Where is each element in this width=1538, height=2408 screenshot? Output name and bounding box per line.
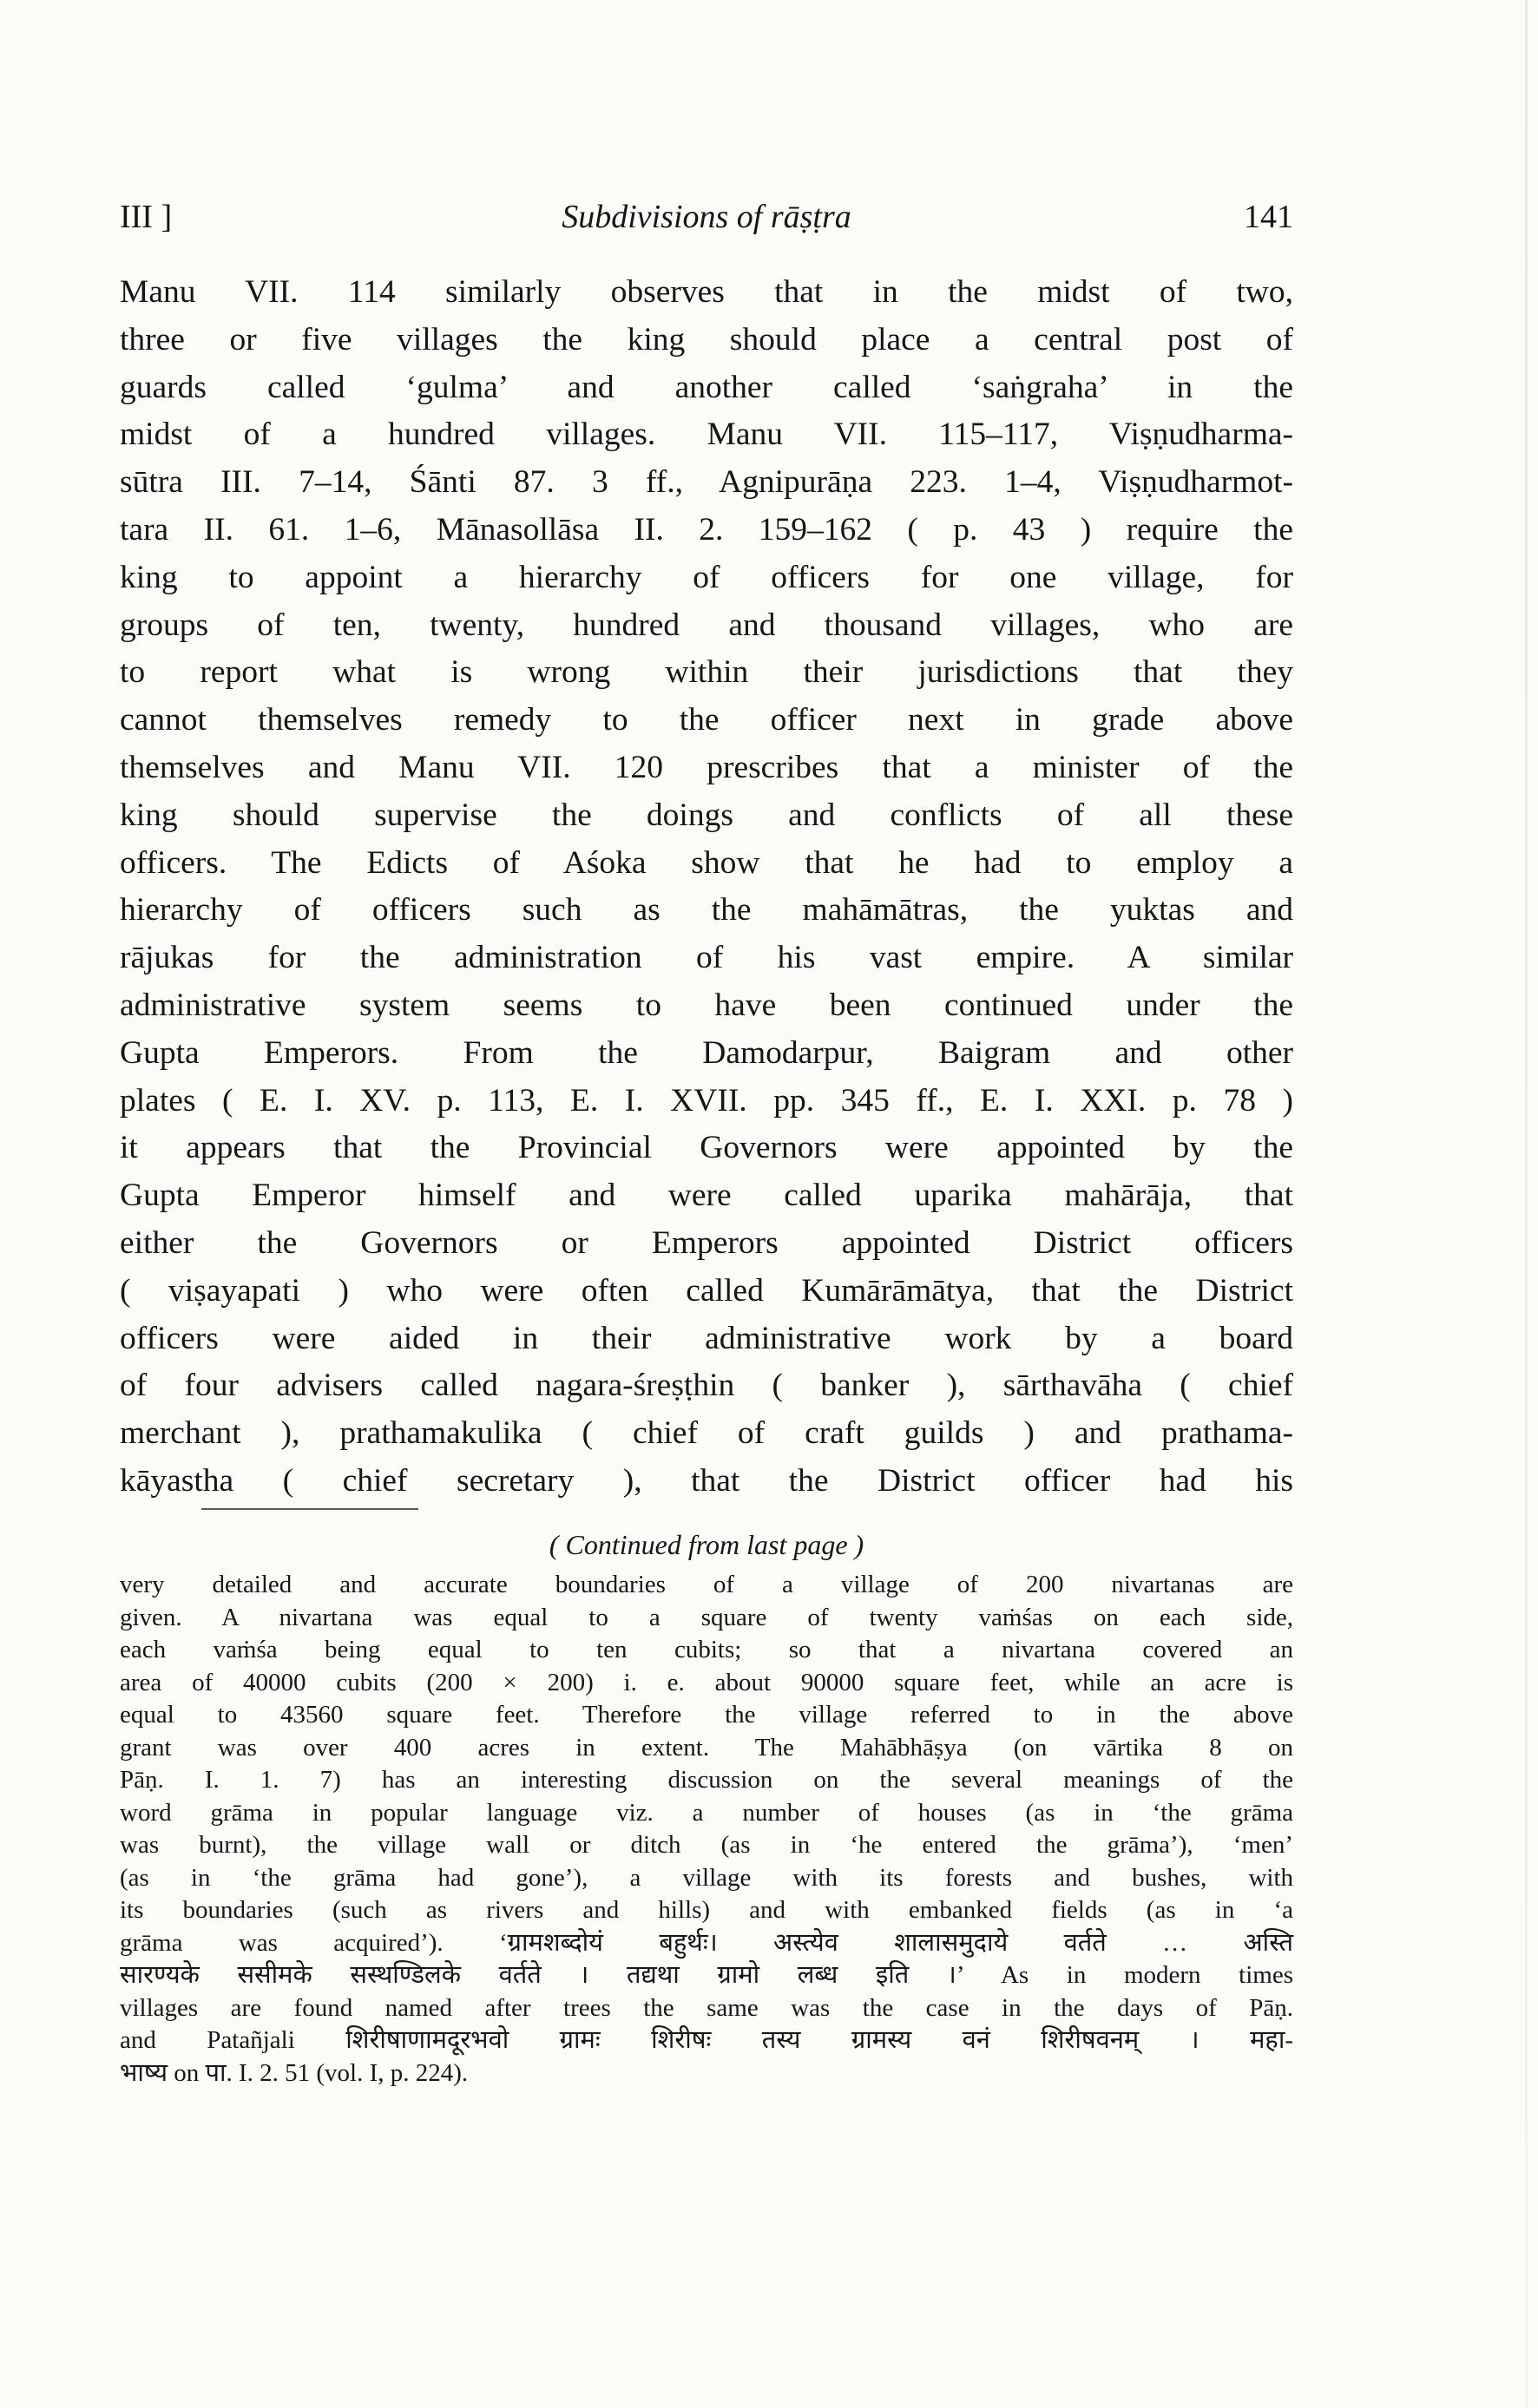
body-line: sūtra III. 7–14, Śānti 87. 3 ff., Agnipurāṇa 223. 1–4, Viṣṇudharmot- (120, 464, 1293, 501)
footnote-heading: ( Continued from last page ) (549, 1529, 864, 1560)
body-line: ( viṣayapati ) who were often called Kumārāmātya, that the District (120, 1272, 1293, 1309)
body-line: groups of ten, twenty, hundred and thousand villages, who are (120, 607, 1293, 643)
footnote-line: सारण्यके ससीमके सस्थण्डिलके वर्तते । तद्यथा ग्रामो लब्ध इति ।’ As in modern times (120, 1961, 1293, 1989)
footnote-line: (as in ‘the grāma had gone’), a village with its forests and bushes, with (120, 1863, 1293, 1892)
page-title: Subdivisions of rāṣṭra (562, 199, 851, 235)
footnote-line: villages are found named after trees the same was the case in the days of Pāṇ. (120, 1993, 1293, 2022)
footnote-line: each vaṁśa being equal to ten cubits; so that a nivartana covered an (120, 1636, 1293, 1663)
body-line: to report what is wrong within their jurisdictions that they (120, 654, 1293, 691)
body-line: merchant ), prathamakulika ( chief of craft guilds ) and prathama- (120, 1415, 1293, 1452)
body-line: either the Governors or Emperors appointed District officers (120, 1224, 1293, 1261)
footnote-line: Pāṇ. I. 1. 7) has an interesting discussion on the several meanings of the (120, 1766, 1293, 1794)
page-number: 141 (1244, 199, 1293, 235)
body-line: of four advisers called nagara-śreṣṭhin ( banker ), sārthavāha ( chief (120, 1368, 1293, 1404)
body-line: it appears that the Provincial Governors were appointed by the (120, 1130, 1293, 1166)
body-line: cannot themselves remedy to the officer next in grade above (120, 702, 1293, 738)
footnote-line: grāma was acquired’). ‘ग्रामशब्दोयं बहुर्थः। अस्त्येव शालासमुदाये वर्तते … अस्ति (120, 1928, 1293, 1957)
body-line: king should supervise the doings and conflicts of all these (120, 797, 1293, 833)
running-header (120, 198, 1293, 241)
footnote-divider (201, 1508, 418, 1510)
body-line: themselves and Manu VII. 120 prescribes that a minister of the (120, 749, 1293, 785)
body-line: tara II. 61. 1–6, Mānasollāsa II. 2. 159–162 ( p. 43 ) require the (120, 511, 1293, 548)
body-line: hierarchy of officers such as the mahāmātras, the yuktas and (120, 892, 1293, 928)
body-line: rājukas for the administration of his vast empire. A similar (120, 940, 1293, 976)
body-line: king to appoint a hierarchy of officers for one village, for (120, 559, 1293, 595)
body-line: officers. The Edicts of Aśoka show that he had to employ a (120, 844, 1293, 881)
body-line: midst of a hundred villages. Manu VII. 115–117, Viṣṇudharma- (120, 417, 1293, 453)
body-line: plates ( E. I. XV. p. 113, E. I. XVII. pp. 345 ff., E. I. XXI. p. 78 ) (120, 1082, 1293, 1119)
body-line: officers were aided in their administrative work by a board (120, 1320, 1293, 1356)
footnote-line: word grāma in popular language viz. a number of houses (as in ‘the grāma (120, 1798, 1293, 1827)
footnote-line: भाष्य on पा. I. 2. 51 (vol. I, p. 224). (120, 2058, 469, 2087)
footnote-line: its boundaries (such as rivers and hills) and with embanked fields (as in ‘a (120, 1896, 1293, 1924)
footnote-line: very detailed and accurate boundaries of a village of 200 nivartanas are (120, 1571, 1293, 1598)
page-edge (1525, 0, 1528, 2408)
footnote-line: equal to 43560 square feet. Therefore the village referred to in the above (120, 1701, 1293, 1729)
body-line: three or five villages the king should place a central post of (120, 321, 1293, 358)
chapter-marker: III ] (120, 199, 173, 235)
body-line: Manu VII. 114 similarly observes that in the midst of two, (120, 274, 1293, 310)
body-line: Gupta Emperor himself and were called uparika mahārāja, that (120, 1178, 1293, 1214)
footnote-block (120, 1569, 1293, 2090)
body-line: Gupta Emperors. From the Damodarpur, Baigram and other (120, 1034, 1293, 1071)
main-paragraph (120, 269, 1293, 1506)
body-line: guards called ‘gulma’ and another called ‘saṅgraha’ in the (120, 369, 1293, 405)
footnote-line: was burnt), the village wall or ditch (as in ‘he entered the grāma’), ‘men’ (120, 1831, 1293, 1859)
body-line: administrative system seems to have been continued under the (120, 987, 1293, 1023)
body-line: kāyastha ( chief secretary ), that the District officer had his (120, 1462, 1293, 1499)
footnote-line: area of 40000 cubits (200 × 200) i. e. about 90000 square feet, while an acre is (120, 1668, 1293, 1696)
footnote-line: given. A nivartana was equal to a square of twenty vaṁśas on each side, (120, 1603, 1293, 1631)
footnote-line: and Patañjali शिरीषाणामदूरभवो ग्रामः शिरीषः तस्य ग्रामस्य वनं शिरीषवनम् । महा- (120, 2026, 1293, 2054)
footnote-line: grant was over 400 acres in extent. The Mahābhāṣya (on vārtika 8 on (120, 1733, 1293, 1762)
